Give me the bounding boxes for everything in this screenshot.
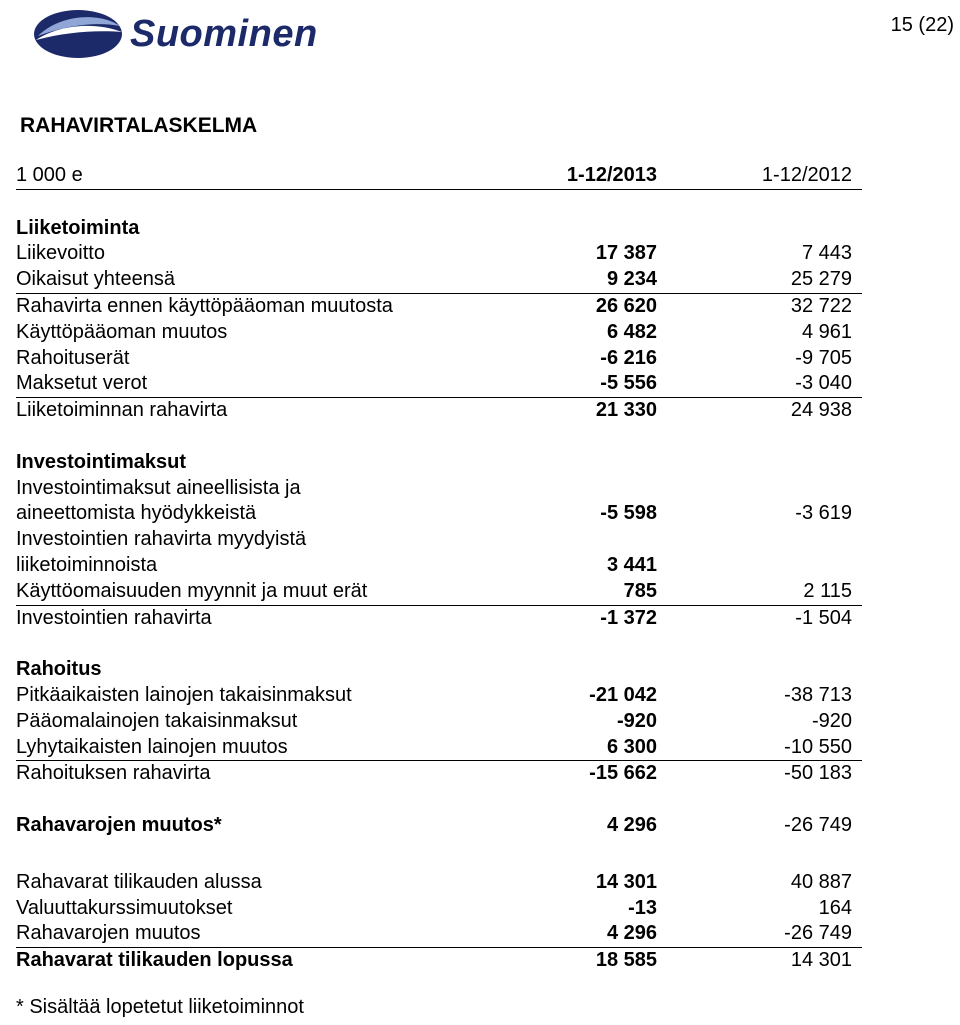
section-heading-operations: Liiketoiminta	[16, 216, 140, 239]
table-row-net-change: Rahavarojen muutos* 4 296 -26 749	[16, 813, 852, 836]
cash-flow-table	[16, 163, 862, 974]
table-row: Rahavarat tilikauden alussa 14 301 40 887	[16, 870, 852, 893]
table-row: Rahavirta ennen käyttöpääoman muutosta 26 620 32 722	[16, 294, 852, 317]
table-header-row	[16, 163, 862, 190]
footnote: * Sisältää lopetetut liiketoiminnot	[16, 996, 304, 1018]
table-row: Valuuttakurssimuutokset -13 164	[16, 896, 852, 919]
unit-label: 1 000 e	[16, 164, 83, 186]
table-row: Pääomalainojen takaisinmaksut -920 -920	[16, 709, 852, 732]
company-name: Suominen	[130, 13, 318, 55]
table-row: liiketoiminnoista 3 441	[16, 553, 657, 576]
table-row-subtotal: Investointien rahavirta -1 372 -1 504	[16, 606, 852, 629]
table-row: Pitkäaikaisten lainojen takaisinmaksut -21 042 -38 713	[16, 683, 852, 706]
table-row: Investointien rahavirta myydyistä	[16, 528, 307, 551]
table-row: Käyttöpääoman muutos 6 482 4 961	[16, 320, 852, 343]
column-header-2012: 1-12/2012	[761, 164, 852, 186]
table-row: Lyhytaikaisten lainojen muutos 6 300 -10 550	[16, 735, 862, 762]
table-row: Oikaisut yhteensä 9 234 25 279	[16, 267, 862, 294]
page-title: RAHAVIRTALASKELMA	[20, 114, 258, 137]
table-row: Rahoituserät -6 216 -9 705	[16, 346, 852, 369]
page-number: 15 (22)	[890, 14, 954, 36]
table-row: Liikevoitto 17 387 7 443	[16, 242, 852, 265]
company-logo	[30, 6, 360, 62]
table-row: Käyttöomaisuuden myynnit ja muut erät 785 2 115	[16, 579, 862, 606]
suominen-logo-icon	[30, 6, 126, 62]
section-heading-investing: Investointimaksut	[16, 450, 187, 473]
table-row: aineettomista hyödykkeistä -5 598 -3 619	[16, 502, 852, 525]
table-row: Investointimaksut aineellisista ja	[16, 476, 301, 499]
table-row-total: Rahavarat tilikauden lopussa 18 585 14 301	[16, 949, 852, 972]
table-row-subtotal: Liiketoiminnan rahavirta 21 330 24 938	[16, 399, 852, 422]
section-heading-financing: Rahoitus	[16, 658, 102, 681]
column-header-2013: 1-12/2013	[566, 164, 657, 186]
table-row-subtotal: Rahoituksen rahavirta -15 662 -50 183	[16, 762, 852, 785]
table-row: Rahavarojen muutos 4 296 -26 749	[16, 921, 862, 948]
table-row: Maksetut verot -5 556 -3 040	[16, 371, 862, 398]
